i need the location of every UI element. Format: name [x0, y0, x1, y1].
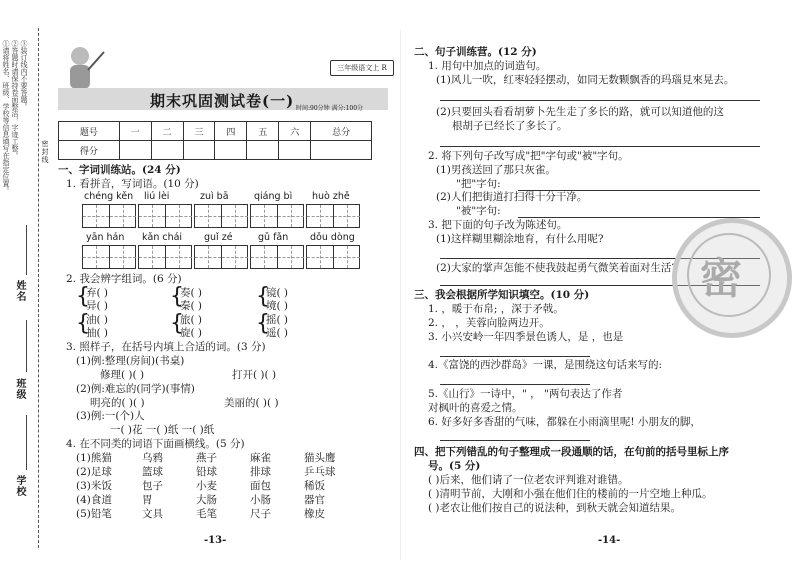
page-number-right: -14- — [598, 535, 621, 546]
binding-note-3: ③装订线内不要答题。 — [20, 40, 28, 110]
answer-line[interactable] — [440, 384, 590, 385]
word-item[interactable]: (1)熊猫 — [76, 452, 112, 464]
school-field-line[interactable] — [26, 415, 27, 470]
fill-item[interactable]: 5.《山行》一诗中，" ， "两句表达了作者 — [428, 388, 623, 400]
section-2-title: 二、句子训练营。(12 分) — [414, 46, 537, 58]
char-compare-item[interactable]: 镜( ) — [266, 287, 289, 299]
score-cell[interactable] — [215, 141, 247, 160]
example-text: (2)例:难忘的(同学)(事情) — [76, 383, 195, 395]
score-row-label: 得分 — [59, 141, 120, 160]
writing-box[interactable] — [82, 245, 136, 269]
school-field-label: 学校 — [14, 475, 25, 497]
sentence-text: (1)风儿一吹，红枣轻轻摆动，如同无数颗飘香的玛瑙見來晃去。 — [436, 74, 735, 86]
writing-box[interactable] — [138, 204, 192, 228]
fill-item[interactable]: 4.《富饶的西沙群岛》一课，是围绕这句话来写的: — [428, 359, 663, 371]
score-table — [58, 121, 372, 160]
word-item[interactable]: 橡皮 — [304, 508, 325, 520]
score-header-cell: 一 — [119, 122, 151, 141]
question-1-title: 1. 看拼音，写词语。(10 分) — [66, 178, 199, 190]
section-1-title: 一、字词训练站。(24 分) — [58, 164, 181, 176]
brace-mark: { — [170, 284, 184, 309]
score-header-cell: 五 — [247, 122, 279, 141]
section-4-title-cont: 号。(5 分) — [428, 460, 481, 472]
section-3-title: 三、我会根据所学知识填空。(10 分) — [414, 289, 590, 301]
answer-line[interactable] — [440, 100, 760, 101]
char-compare-item[interactable]: 摇( ) — [266, 314, 289, 326]
writing-box[interactable] — [194, 245, 248, 269]
word-item[interactable]: (3)米饭 — [76, 480, 112, 492]
sentence-text: (2)大家的掌声怎能不使我鼓起勇气微笑着面对生活? — [436, 262, 678, 274]
score-cell[interactable] — [311, 141, 372, 160]
brace-mark: { — [256, 284, 270, 309]
brace-mark: { — [76, 311, 90, 336]
fill-blank[interactable]: 打开( )( ) — [232, 369, 277, 381]
score-cell[interactable] — [247, 141, 279, 160]
score-header-cell: 四 — [215, 122, 247, 141]
writing-box[interactable] — [138, 245, 192, 269]
fill-blank[interactable]: 修理( )( ) — [100, 369, 145, 381]
pinyin-label: dǒu dòng — [310, 232, 355, 243]
score-header-cell: 三 — [183, 122, 215, 141]
class-field-label: 班级 — [14, 378, 25, 400]
word-item[interactable]: 尺子 — [250, 508, 271, 520]
class-field-line[interactable] — [26, 320, 27, 372]
writing-box[interactable] — [306, 245, 360, 269]
question-r2: 2. 将下列句子改写成"把"字句或"被"字句。 — [428, 150, 629, 162]
word-item[interactable]: 猫头鹰 — [304, 452, 336, 464]
example-text: (3)例:一(个)人 — [76, 410, 145, 422]
word-item[interactable]: 包子 — [142, 480, 163, 492]
char-compare-item[interactable]: 旋( ) — [180, 327, 203, 339]
seal-line-label: 密封线 — [41, 140, 49, 164]
char-compare-item[interactable]: 奏( ) — [180, 287, 203, 299]
fill-item: 对枫叶的喜爱之情。 — [428, 402, 523, 414]
question-4-title: 4. 在不同类的词语下面画横线。(5 分) — [66, 438, 245, 450]
word-item[interactable]: (2)足球 — [76, 466, 112, 478]
word-item[interactable]: 小肠 — [250, 494, 271, 506]
char-compare-item[interactable]: 异( ) — [86, 300, 109, 312]
score-cell[interactable] — [151, 141, 183, 160]
binding-note-1: ①请将姓名、班级、学校等信息填写在指定位置。 — [2, 40, 10, 194]
writing-box[interactable] — [306, 204, 360, 228]
ba-sentence-label: "把"字句: — [456, 178, 501, 190]
word-item[interactable]: 器官 — [304, 494, 325, 506]
sentence-text: 根胡子已经长了多长了。 — [452, 120, 568, 132]
word-item[interactable]: 乒乓球 — [304, 466, 336, 478]
name-field-label: 姓名 — [14, 280, 25, 302]
score-cell[interactable] — [183, 141, 215, 160]
word-item[interactable]: 铅球 — [196, 466, 217, 478]
pinyin-label: qiáng bì — [254, 191, 293, 202]
fill-blank[interactable]: 一( )花 一( )纸 一( )纸 — [110, 424, 215, 436]
pinyin-label: chéng kěn — [84, 191, 134, 202]
page-number-left: -13- — [204, 535, 227, 546]
word-item[interactable]: 大肠 — [196, 494, 217, 506]
answer-line[interactable] — [440, 146, 760, 147]
char-compare-item[interactable]: 遥( ) — [266, 327, 289, 339]
page-title: 期末巩固测试卷(一) — [150, 92, 295, 110]
word-item[interactable]: 毛笔 — [196, 508, 217, 520]
time-info: 时间:90分钟 满分:100分 — [296, 105, 364, 112]
char-compare-item[interactable]: 油( ) — [86, 314, 109, 326]
pinyin-label: yān hán — [86, 232, 125, 243]
order-item[interactable]: ( )清明节前，大刚和小强在他们住的楼前的一片空地上种瓜。 — [428, 488, 713, 500]
fill-blank[interactable]: 明亮的( )( ) — [90, 397, 145, 409]
word-item[interactable]: 面包 — [250, 480, 271, 492]
answer-line[interactable] — [440, 440, 590, 441]
char-compare-item[interactable]: 弃( ) — [86, 287, 109, 299]
question-r1: 1. 用句中加点的词造句。 — [428, 60, 547, 72]
word-item[interactable]: 胃 — [142, 494, 153, 506]
word-item[interactable]: 稀饭 — [304, 480, 325, 492]
secret-stamp-char: 密 — [700, 254, 743, 303]
word-item[interactable]: 小麦 — [196, 480, 217, 492]
score-header-cell: 题号 — [59, 122, 120, 141]
writing-box[interactable] — [250, 204, 304, 228]
writing-box[interactable] — [250, 245, 304, 269]
fill-item[interactable]: 1. ，暖于布帛; ，深于矛戟。 — [428, 303, 564, 315]
word-item[interactable]: 乌鸦 — [142, 452, 163, 464]
fill-blank[interactable]: 美丽的( )( ) — [224, 397, 279, 409]
score-header-cell: 二 — [151, 122, 183, 141]
pinyin-label: guǐ zé — [204, 232, 233, 243]
question-3-title: 3. 照样子，在括号内填上合适的词。(3 分) — [66, 341, 266, 353]
word-item[interactable]: 篮球 — [142, 466, 163, 478]
score-cell[interactable] — [119, 141, 151, 160]
section-4-title: 四、把下列错乱的句子整理成一段通顺的话，在句前的括号里标上序 — [414, 446, 729, 458]
word-item[interactable]: (4)食道 — [76, 494, 112, 506]
question-2-title: 2. 我会辨字组词。(6 分) — [66, 273, 182, 285]
brace-mark: { — [170, 311, 184, 336]
word-item[interactable]: 排球 — [250, 466, 271, 478]
fill-item[interactable]: 2. ， ，芙蓉向脸两边开。 — [428, 317, 550, 329]
order-item[interactable]: ( )老农让他们按自己的说法种，到秋天就会知道结果。 — [428, 502, 682, 514]
word-item[interactable]: 燕子 — [196, 452, 217, 464]
word-item[interactable]: (5)铅笔 — [76, 508, 112, 520]
fill-item[interactable]: 3. 小兴安岭一年四季景色诱人，是 ，也是 — [428, 331, 624, 343]
answer-line[interactable] — [440, 356, 590, 357]
word-item[interactable]: 文具 — [142, 508, 163, 520]
char-compare-item[interactable]: 境( ) — [266, 300, 289, 312]
writing-box[interactable] — [194, 204, 248, 228]
page-divider — [400, 30, 401, 560]
sentence-text: (1)男孩送回了那只灰雀。 — [436, 164, 556, 176]
pinyin-label: gǔ fǎn — [258, 232, 289, 243]
score-cell[interactable] — [279, 141, 311, 160]
binding-note-2: ②答题时请保持卷面整洁，字迹工整。 — [11, 40, 19, 159]
fill-item[interactable]: 6. 好多好多香甜的气味，都躲在小雨滴里呢! 小朋友的脚， — [428, 416, 701, 428]
writing-box[interactable] — [82, 204, 136, 228]
char-compare-item[interactable]: 抽( ) — [86, 327, 109, 339]
bei-sentence-label: "被"字句: — [456, 205, 501, 217]
char-compare-item[interactable]: 秦( ) — [180, 300, 203, 312]
brace-mark: { — [256, 311, 270, 336]
name-field-line[interactable] — [26, 225, 27, 275]
example-text: (1)例:整理(房间)(书桌) — [76, 355, 185, 367]
word-item[interactable]: 麻雀 — [250, 452, 271, 464]
pinyin-label: zuì bā — [200, 191, 229, 202]
pinyin-label: liú lèi — [144, 191, 170, 202]
order-item[interactable]: ( )后来，他们请了一位老农评判谁对谁错。 — [428, 474, 629, 486]
sentence-text: (2)只要回头看看胡萝卜先生走了多长的路，就可以知道他的这 — [436, 106, 724, 118]
question-r3: 3. 把下面的句子改为陈述句。 — [428, 219, 568, 231]
binding-dashed-line — [38, 28, 39, 548]
sentence-text: (2)人们把街道打扫得十分干净。 — [436, 191, 588, 203]
score-header-cell: 六 — [279, 122, 311, 141]
char-compare-item[interactable]: 旅( ) — [180, 314, 203, 326]
brace-mark: { — [76, 284, 90, 309]
grade-tag: 三年级语文上 R — [330, 60, 394, 76]
score-header-cell: 总分 — [311, 122, 372, 141]
pinyin-label: kǎn chái — [142, 232, 183, 243]
pinyin-label: huò zhě — [312, 191, 350, 202]
sentence-text: (1)这样糊里糊涂地育，有什么用呢? — [436, 233, 604, 245]
